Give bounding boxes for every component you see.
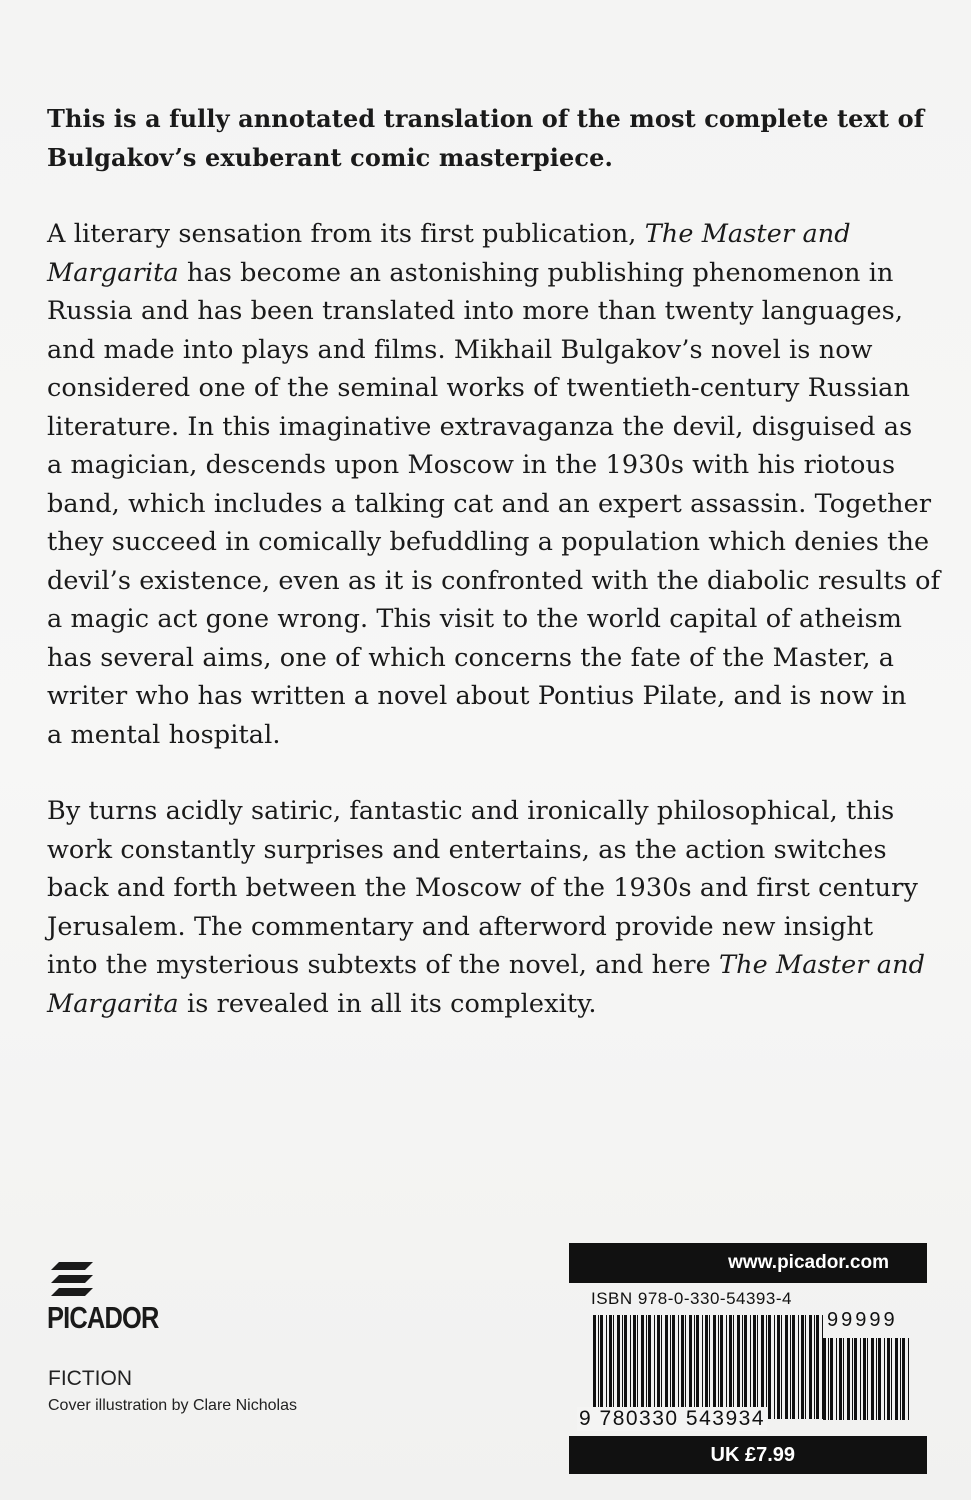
website-label: www.picador.com [569,1243,927,1283]
barcode-bar [798,1315,799,1419]
barcode-bar [720,1315,723,1419]
barcode-bar [648,1315,651,1419]
line-text: has become an astonishing publishing phenomenon in [178,257,894,288]
barcode-bar [900,1338,901,1420]
description-paragraph-2 [47,792,927,1023]
barcode-bar [823,1338,826,1420]
barcode-bar [828,1338,829,1420]
barcode-bar [902,1338,905,1420]
barcode-bar [777,1315,780,1419]
book-title: Margarita [47,988,179,1019]
barcode-bar [871,1338,874,1420]
barcode-bar [887,1338,890,1420]
paragraph-line: a magician, descends upon Moscow in the 1930s with his riotous [47,450,896,480]
barcode-bar [613,1315,614,1419]
barcode-bar [637,1315,638,1419]
barcode-bar [598,1315,599,1419]
barcode-bar [809,1315,812,1419]
barcode-bar [863,1338,866,1420]
paragraph-line [47,985,927,1024]
paragraph-line: has several aims, one of which concerns the fate of the Master, a [47,642,895,673]
barcode-bar [744,1315,747,1419]
barcode-bar [785,1315,788,1419]
barcode-bar [593,1315,596,1419]
barcode-bar [737,1315,740,1419]
line-text: is revealed in all its complexity. [178,988,597,1019]
price-label: UK £7.99 [569,1436,927,1474]
barcode-bar [646,1315,647,1419]
book-title: The Master and [644,219,851,249]
blurb-text [47,100,941,1023]
barcode-bar [609,1315,612,1419]
barcode-bar [790,1315,791,1419]
barcode-bar [654,1315,655,1419]
paragraph-line: devil’s existence, even as it is confronted with the diabolic results of [47,565,941,596]
paragraph-line: writer who has written a novel about Pontius Pilate, and is now in [47,681,907,711]
barcode-bar [694,1315,695,1419]
paragraph-line: and made into plays and films. Mikhail Bulgakov’s novel is now [47,334,873,365]
barcode-bar [661,1315,662,1419]
paragraph-line: back and forth between the Moscow of the 1930s and first century [47,873,918,903]
barcode-bar [876,1338,877,1420]
paragraph-line [47,946,927,985]
addon-digits: 99999 [827,1309,898,1331]
lead-paragraph [47,100,927,177]
barcode-bar [781,1315,782,1419]
barcode-bar [685,1315,686,1419]
barcode-bar [860,1338,861,1420]
cover-credit: Cover illustration by Clare Nicholas [48,1397,297,1414]
barcode-bar [600,1315,603,1419]
paragraph-line: they succeed in comically befuddling a population which denies the [47,527,930,557]
paragraph-line: By turns acidly satiric, fantastic and ironically philosophical, this [47,796,895,826]
publisher-logo [47,1262,187,1342]
barcode-bar [847,1338,850,1420]
barcode-bar [726,1315,727,1419]
paragraph-line: work constantly surprises and entertains, as the action switches [47,834,887,865]
barcode-bar [705,1315,708,1419]
paragraph-line: considered one of the seminal works of twentieth-century Russian [47,373,910,403]
barcode-bar [633,1315,636,1419]
barcode-bar [617,1315,620,1419]
barcode-bar [878,1338,881,1420]
barcode-bar [854,1338,857,1420]
barcode-bar [774,1315,775,1419]
barcode-bar [757,1315,758,1419]
paragraph-line: a mental hospital. [47,719,281,750]
barcode-bar [836,1338,837,1420]
barcode-bar [852,1338,853,1420]
barcode-bar [678,1315,679,1419]
barcode-bar [630,1315,631,1419]
barcode-bar [742,1315,743,1419]
barcode-bar [792,1315,795,1419]
isbn-text: ISBN 978-0-330-54393-4 [591,1289,792,1308]
barcode-panel [569,1243,927,1478]
barcode-bar [766,1315,767,1419]
barcode-bar [884,1338,885,1420]
barcode-bar [729,1315,732,1419]
barcode-bar [657,1315,660,1419]
barcode-bar [814,1315,815,1419]
barcode-bar [753,1315,756,1419]
barcode-bar [713,1315,716,1419]
barcode-bar [895,1338,898,1420]
barcode-bar [761,1315,764,1419]
barcode-bar [670,1315,671,1419]
barcode-bar [750,1315,751,1419]
paragraph-line: literature. In this imaginative extravaganza the devil, disguised as [47,411,913,442]
category-label: FICTION [48,1367,132,1390]
paragraph-line: Jerusalem. The commentary and afterword provide new insight [47,911,874,942]
barcode-bar [768,1315,771,1419]
paragraph-line: band, which includes a talking cat and an expert assassin. Together [47,488,932,519]
lead-line: This is a fully annotated translation of the most complete text of [47,104,925,133]
barcode-bar [830,1338,833,1420]
ean-digits: 9 780330 543934 [579,1407,765,1430]
barcode-bar [843,1338,844,1420]
barcode-bar [733,1315,734,1419]
book-title: The Master and [719,950,926,980]
addon-barcode-bars [823,1338,913,1420]
barcode-bar [908,1338,909,1420]
barcode-bars [593,1315,845,1419]
barcode-bar [891,1338,892,1420]
barcode-bar [624,1315,627,1419]
barcode-bar [805,1315,806,1419]
line-text: into the mysterious subtexts of the novel, and here [47,950,720,980]
description-paragraph-1 [47,215,941,754]
barcode-bar [702,1315,703,1419]
barcode-bar [867,1338,868,1420]
barcode-bar [696,1315,699,1419]
book-title: Margarita [47,257,179,288]
barcode-bar [718,1315,719,1419]
barcode-bar [709,1315,710,1419]
paragraph-line [47,254,927,293]
paragraph-line: Russia and has been translated into more than twenty languages, [47,296,904,326]
barcode-bar [816,1315,819,1419]
barcode-bar [681,1315,684,1419]
barcode-bar [839,1338,842,1420]
line-text: A literary sensation from its first publication, [47,219,645,249]
paragraph-line: a magic act gone wrong. This visit to the world capital of atheism [47,604,903,634]
publisher-name: PICADOR [47,1300,159,1335]
barcode-bar [622,1315,623,1419]
barcode-bar [641,1315,644,1419]
barcode-bar [665,1315,668,1419]
barcode-bar [801,1315,804,1419]
barcode-bar [606,1315,607,1419]
barcode-bar [689,1315,692,1419]
picador-logo-icon [47,1262,97,1302]
barcode-bar [672,1315,675,1419]
lead-line: Bulgakov’s exuberant comic masterpiece. [47,142,613,172]
paragraph-line [47,215,927,254]
